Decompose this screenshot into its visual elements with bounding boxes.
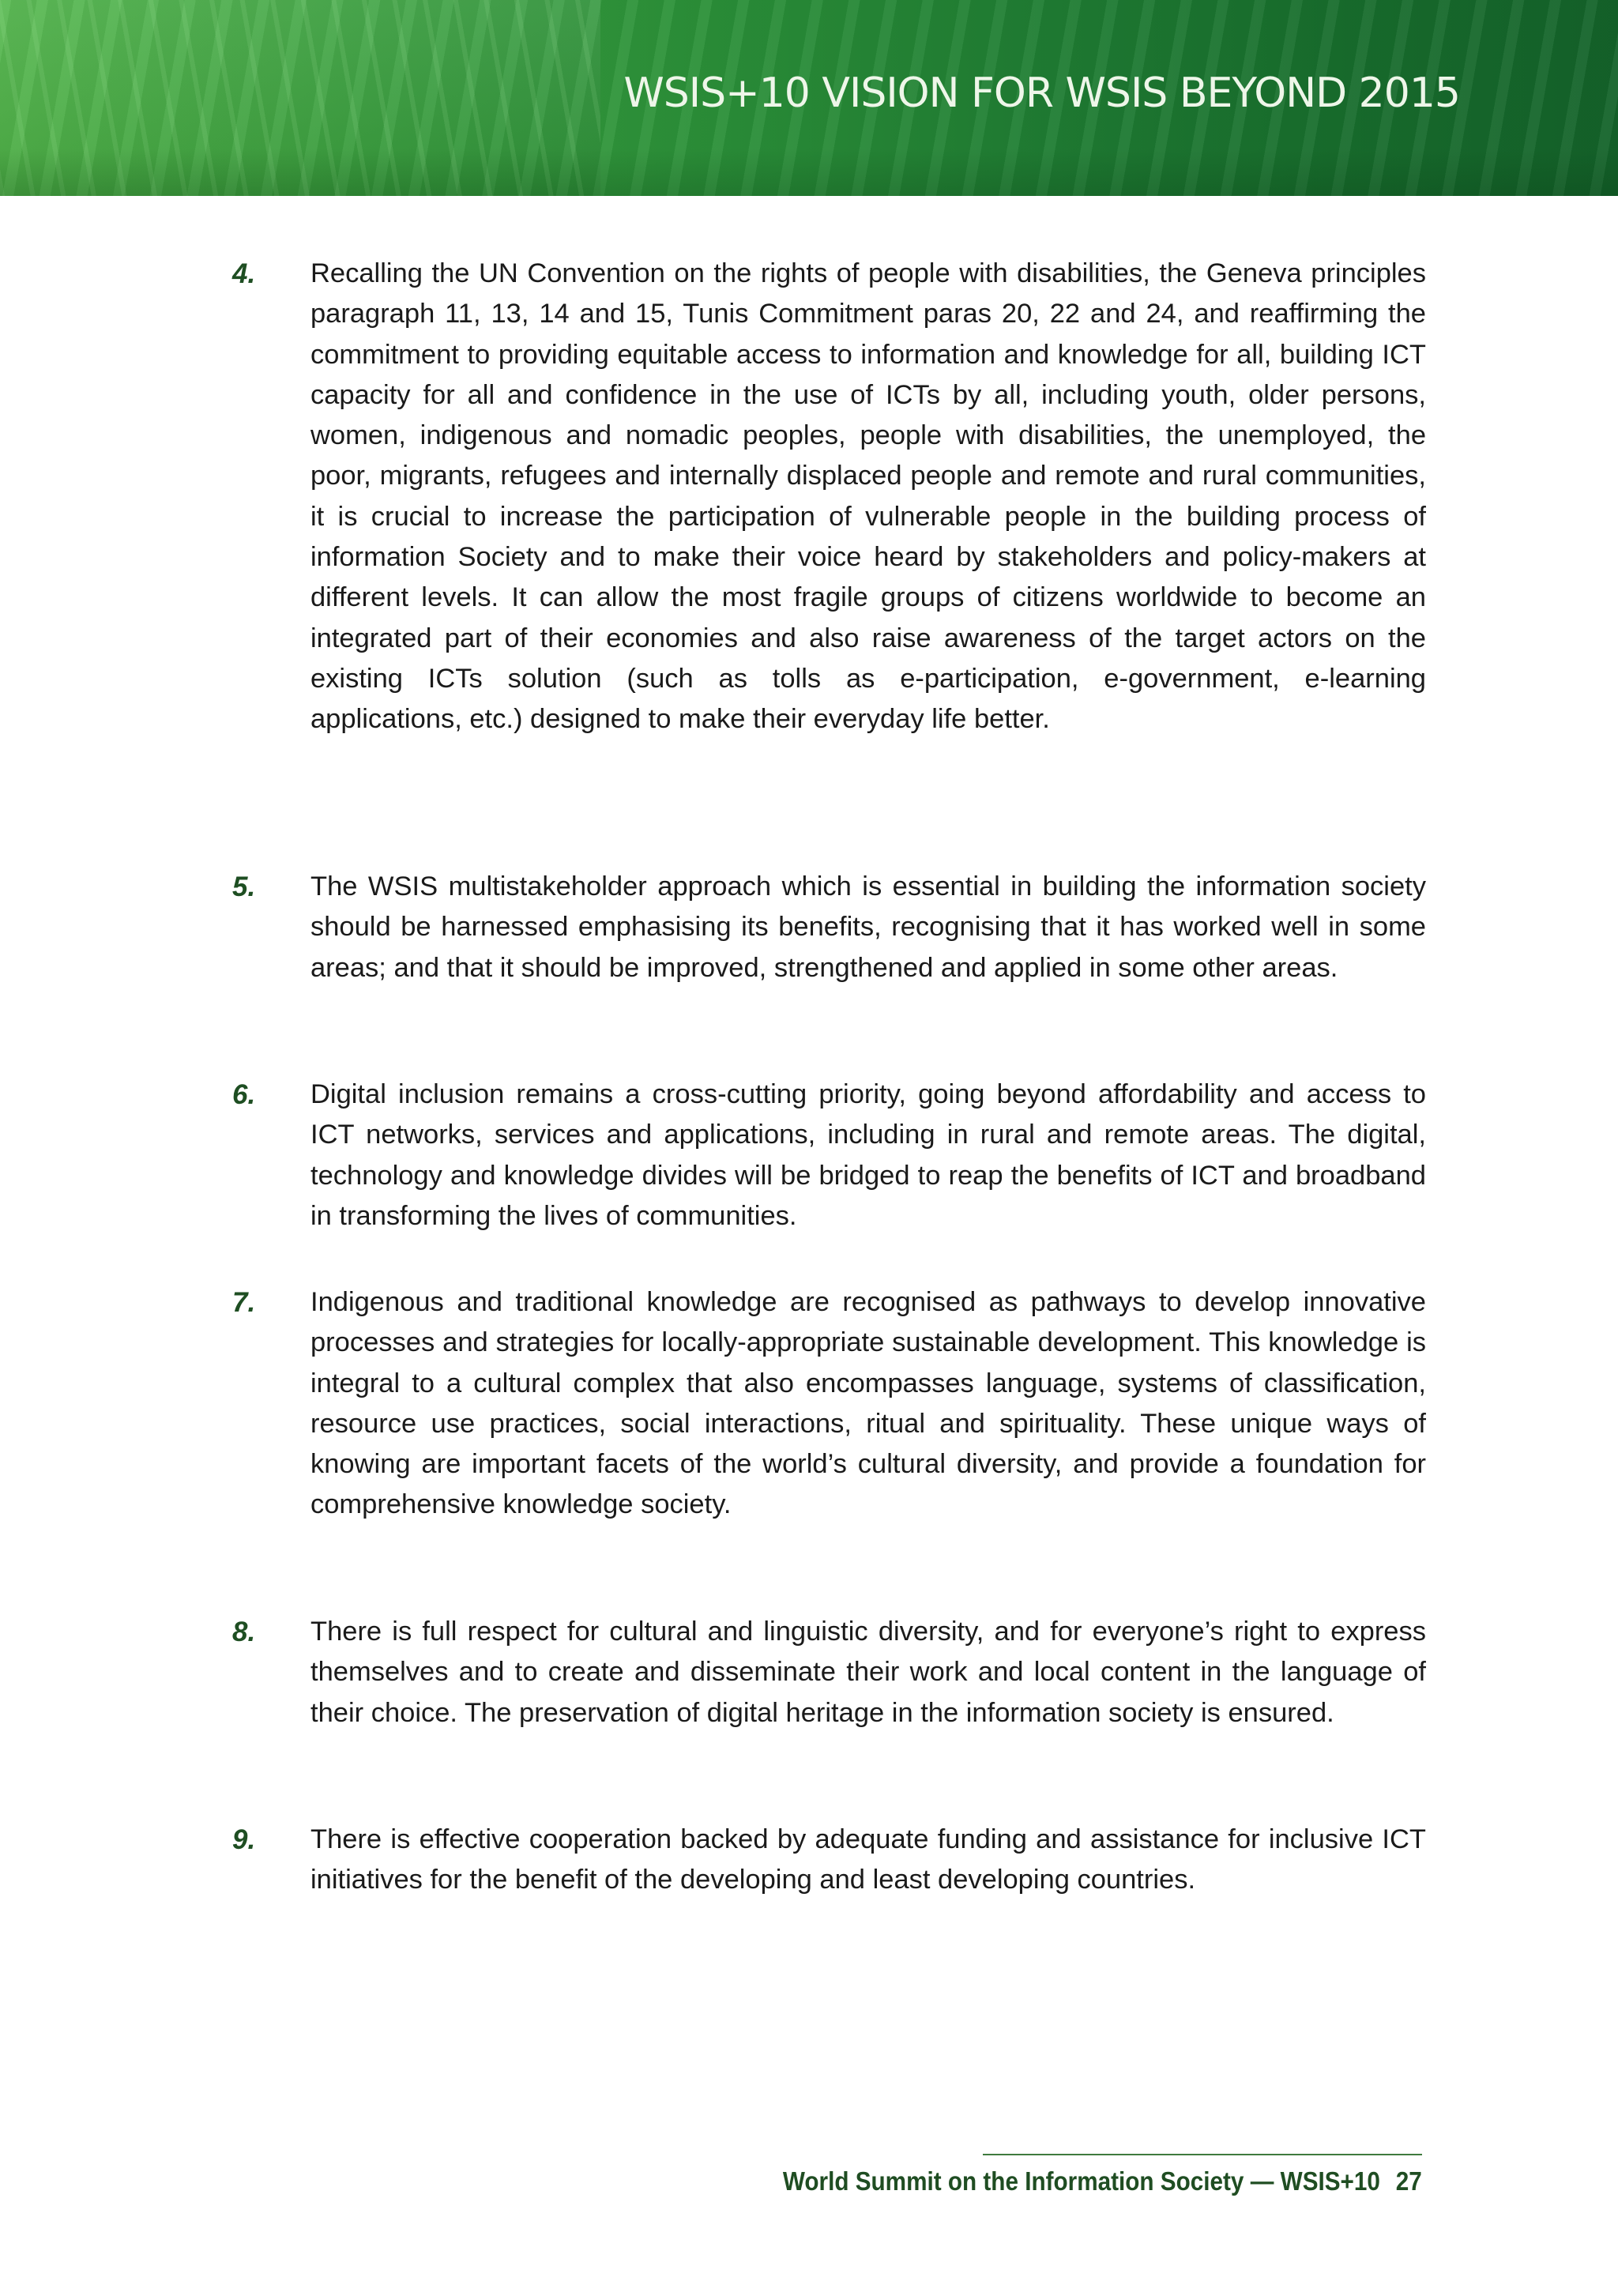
- header-banner: [0, 0, 1618, 196]
- footer-divider: [983, 2154, 1422, 2155]
- paragraph-text: There is effective cooperation backed by adequate funding and assistance for inclusive ICT initiatives for the benefit of the developing and least developing countries.: [310, 1824, 1426, 1895]
- footer: [783, 2166, 1422, 2196]
- paragraph-number: 9.: [232, 1824, 256, 1855]
- paragraph-text: Digital inclusion remains a cross-cutting priority, going beyond affordability and access to ICT networks, services and applications, including in rural and remote areas. The digital, technology and knowledge divides will be bridged to reap the benefits of ICT and broadband in transforming the lives of communities.: [310, 1079, 1426, 1231]
- paragraph-number: 4.: [232, 258, 256, 289]
- header-title: WSIS+10 VISION FOR WSIS BEYOND 2015: [623, 70, 1460, 117]
- paragraph-number: 8.: [232, 1617, 256, 1647]
- paragraph-text: The WSIS multistakeholder approach which is essential in building the information society should be harnessed emphasising its benefits, recognising that it has worked well in some areas; and that it should be improved, strengthened and applied in some other areas.: [310, 871, 1426, 983]
- page-number: 27: [1395, 2166, 1422, 2196]
- paragraph-text: There is full respect for cultural and linguistic diversity, and for everyone’s right to express themselves and to create and disseminate their work and local content in the language of their choice. The preservation of digital heritage in the information society is ensured.: [310, 1617, 1426, 1728]
- paragraph-number: 5.: [232, 871, 256, 902]
- paragraph-number: 7.: [232, 1287, 256, 1318]
- paragraph-text: Indigenous and traditional knowledge are recognised as pathways to develop innovative processes and strategies for locally-appropriate sustainable development. This knowledge is integral to a cultural complex that also encompasses language, systems of classification, resource use practices, social interactions, ritual and spirituality. These unique ways of knowing are important facets of the world’s cultural diversity, and provide a foundation for comprehensive knowledge society.: [310, 1287, 1426, 1520]
- paragraph-number: 6.: [232, 1079, 256, 1110]
- paragraph-text: Recalling the UN Convention on the rights of people with disabilities, the Geneva principles paragraph 11, 13, 14 and 15, Tunis Commitment paras 20, 22 and 24, and reaffirming the commitment to providing equitable access to information and knowledge for all, building ICT capacity for all and confidence in the use of ICTs by all, including youth, older persons, women, indigenous and nomadic peoples, people with disabilities, the unemployed, the poor, migrants, refugees and internally displaced people and remote and rural communities, it is crucial to increase the participation of vulnerable people in the building process of information Society and to make their voice heard by stakeholders and policy-makers at different levels. It can allow the most fragile groups of citizens worldwide to become an integrated part of their economies and also raise awareness of the target actors on the existing ICTs solution (such as tolls as e-participation, e-government, e-learning applications, etc.) designed to make their everyday life better.: [310, 258, 1426, 735]
- footer-title: World Summit on the Information Society — WSIS+10: [783, 2166, 1381, 2196]
